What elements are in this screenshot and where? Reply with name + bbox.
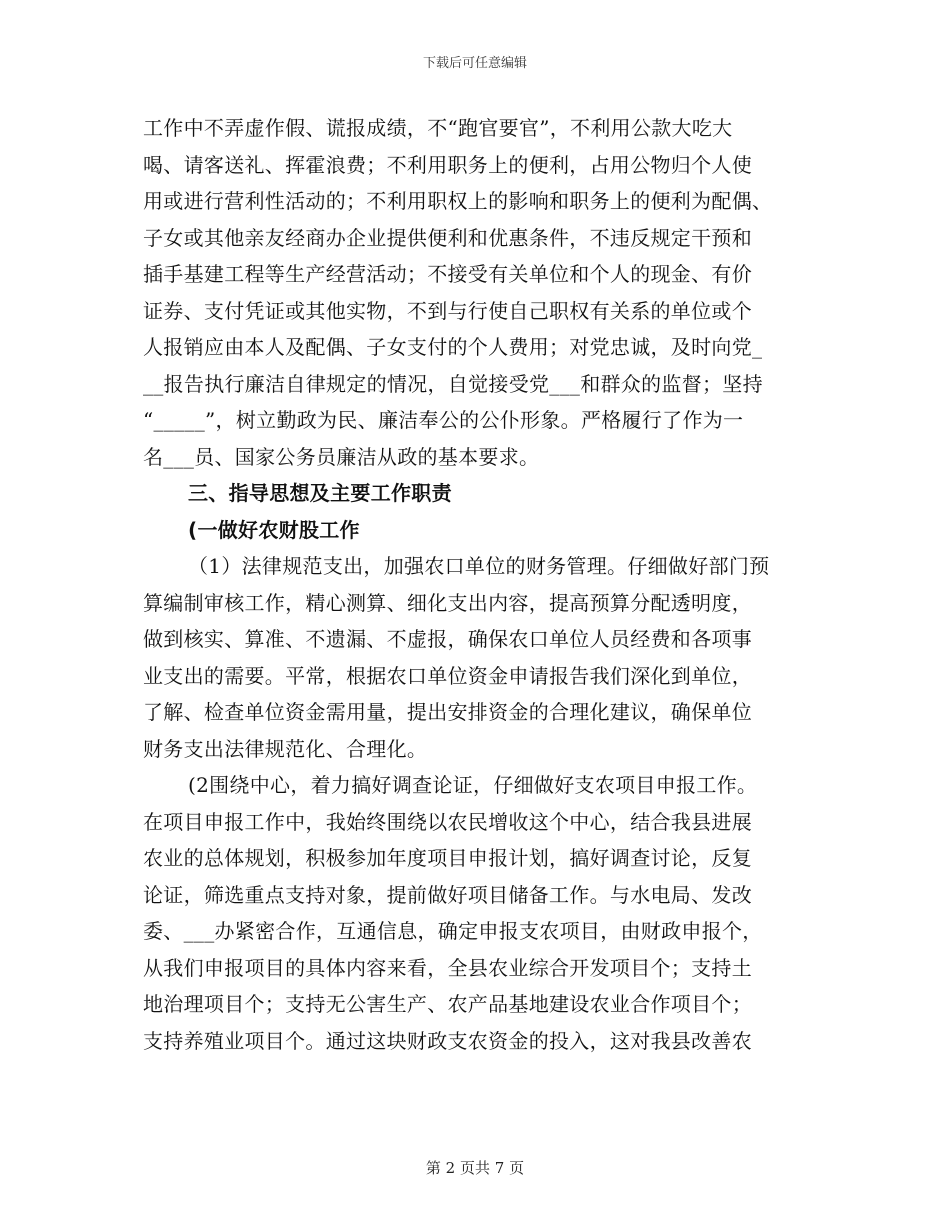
paragraph-line: （1）法律规范支出，加强农口单位的财务管理。仔细做好部门预 (188, 554, 770, 578)
paragraph-line: 农业的总体规划，积极参加年度项目申报计划，搞好调查讨论，反复 (143, 846, 752, 870)
paragraph-line: 地治理项目个；支持无公害生产、农产品基地建设农业合作项目个； (143, 992, 752, 1016)
paragraph-line: 在项目申报工作中，我始终围绕以农民增收这个中心，结合我县进展 (143, 809, 752, 834)
paragraph-line: 子女或其他亲友经商办企业提供便利和优惠条件，不违反规定干预和 (143, 225, 752, 250)
paragraph-line: 论证，筛选重点支持对象，提前做好项目储备工作。与水电局、发改 (143, 882, 752, 907)
subsection-heading: (一做好农财股工作 (188, 517, 360, 542)
paragraph-line: “_____”，树立勤政为民、廉洁奉公的公仆形象。严格履行了作为一 (143, 408, 744, 432)
paragraph-line: 用或进行营利性活动的；不利用职权上的影响和职务上的便利为配偶、 (143, 189, 773, 213)
section-heading: 三、指导思想及主要工作职责 (188, 481, 452, 505)
paragraph-line: 喝、请客送礼、挥霍浪费；不利用职务上的便利，占用公物归个人使 (143, 152, 752, 177)
paragraph-line: 证券、支付凭证或其他实物，不到与行使自己职权有关系的单位或个 (143, 298, 752, 323)
paragraph-line: 名___员、国家公务员廉洁从政的基本要求。 (143, 444, 540, 469)
paragraph-line: 财务支出法律规范化、合理化。 (143, 736, 428, 761)
document-body (143, 110, 803, 1059)
paragraph-line: (2围绕中心，着力搞好调查论证，仔细做好支农项目申报工作。 (188, 773, 758, 797)
paragraph-line: 支持养殖业项目个。通过这块财政支农资金的投入，这对我县改善农 (143, 1028, 752, 1053)
paragraph-line: 算编制审核工作，精心测算、细化支出内容，提高预算分配透明度， (143, 590, 752, 615)
paragraph-line: 委、___办紧密合作，互通信息，确定申报支农项目，由财政申报个， (143, 919, 763, 943)
paragraph-line: 了解、检查单位资金需用量，提出安排资金的合理化建议，确保单位 (143, 700, 752, 724)
paragraph-line: 插手基建工程等生产经营活动；不接受有关单位和个人的现金、有价 (143, 262, 752, 286)
paragraph-line: 人报销应由本人及配偶、子女支付的个人费用；对党忠诚，及时向党_ (143, 335, 763, 359)
paragraph-line: 做到核实、算准、不遗漏、不虚报，确保农口单位人员经费和各项事 (143, 627, 752, 651)
paragraph-line: 从我们申报项目的具体内容来看，全县农业综合开发项目个；支持土 (143, 955, 752, 980)
paragraph-line: 业支出的需要。平常，根据农口单位资金申请报告我们深化到单位， (143, 663, 752, 688)
page-header: 下载后可任意编辑 (422, 56, 527, 71)
paragraph-line: __报告执行廉洁自律规定的情况，自觉接受党___和群众的监督；坚持 (143, 371, 763, 396)
paragraph-line: 工作中不弄虚作假、谎报成绩，不“跑官要官”，不利用公款大吃大 (143, 116, 733, 140)
page-number: 第 2 页共 7 页 (425, 1159, 525, 1177)
